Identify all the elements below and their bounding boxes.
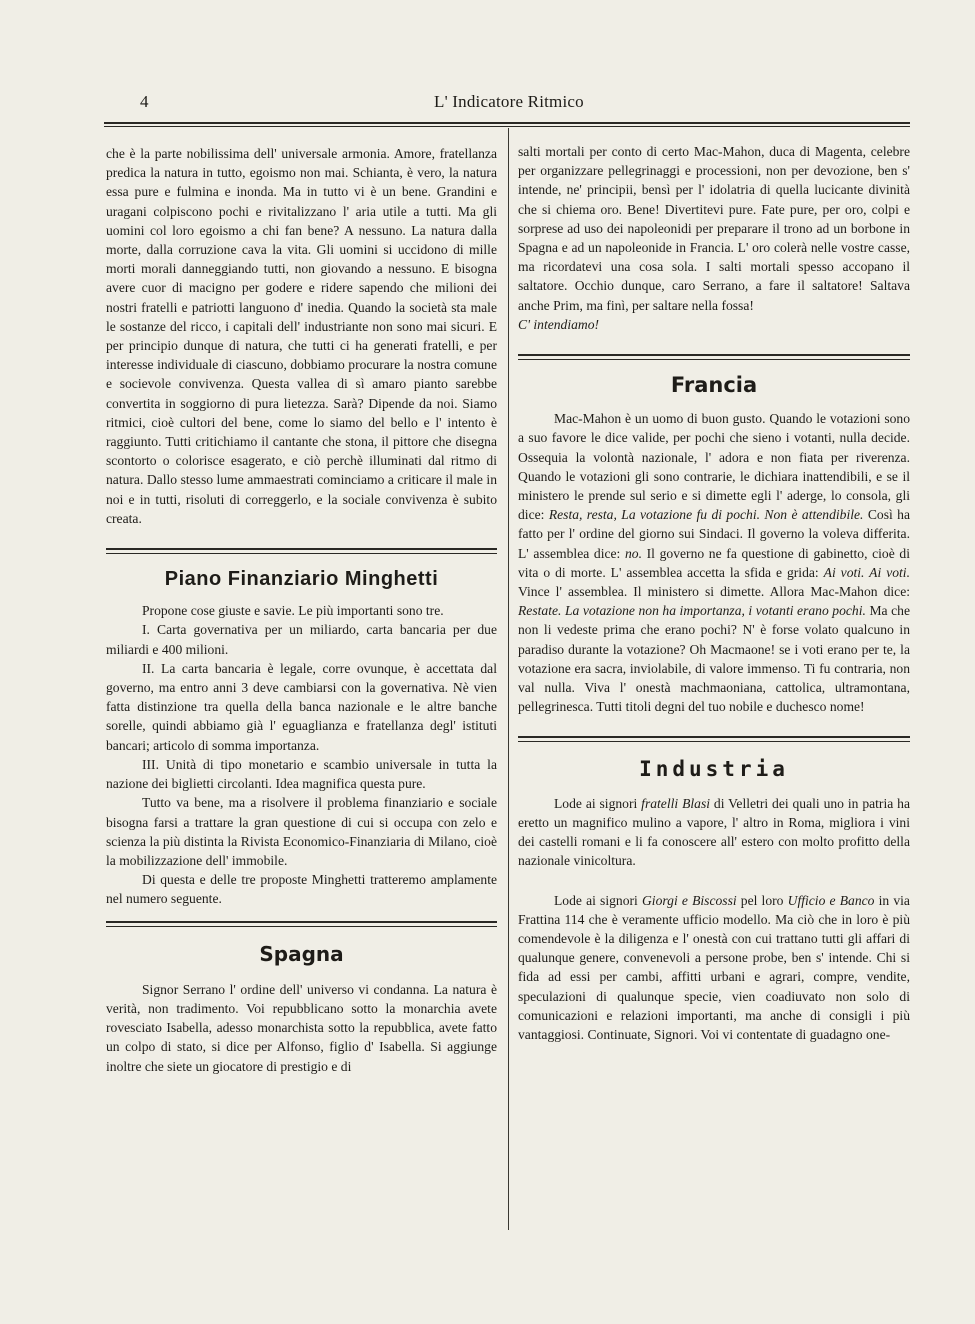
section-title-industria: Industria [639, 757, 789, 782]
article-paragraph: Di questa e delle tre proposte Minghetti tratteremo amplamente nel numero seguente. [106, 872, 497, 907]
article-paragraph: Mac-Mahon è un uomo di buon gusto. Quando le votazioni sono a suo favore le dice valide, per pochi che sieno i votanti, nulla decide. Ossequia la volontà nazionale, l' adora e non fiata per riverenza. Quando le votazioni gli sono contrarie, le dichiara inattendibili, e se il ministero le prende sul serio e si dimette egli l' aderge, lo consola, gli dice: Resta, resta, La votazione fu di pochi. Non è attendibile. Così ha fatto per l' ordine del giorno sui Sindaci. Il governo la voleva differita. L' assemblea dice: no. Il governo ne fa questione di gabinetto, cioè di vita o di morte. L' assemblea accetta la sfida e grida: Ai voti. Ai voti. Vince l' assemblea. Il ministero si dimette. Allora Mac-Mahon dice: Restate. La votazione non ha importanza, i votanti erano pochi. Ma che non li vedeste prima che erano pochi? N' è forse volato qualcuno in paradiso durante la votazione? Oh Macmaone! se i voti erano per te, la votazione era sacra, inviolabile, di valore immenso. Ti fu contraria, non val nulla. Viva l' onestà machmaoniana, cattolica, ultramontana, pellegrinesca. Tutti titoli degni del tuo nobile e duchesco nome! [518, 411, 910, 715]
article-paragraph: I. Carta governativa per un miliardo, carta bancaria per due miliardi e 400 milioni. [106, 622, 497, 657]
page-number: 4 [140, 92, 149, 111]
closing-phrase: C' intendiamo! [518, 316, 600, 332]
article-paragraph: III. Unità di tipo monetario e scambio universale in tutta la nazione dei biglietti circolanti. Idea magnifica questa pure. [106, 756, 497, 792]
article-paragraph: che è la parte nobilissima dell' universale armonia. Amore, fratellanza predica la natura in tutto, egoismo non mai. Schianta, è vero, la natura essa pure e fulmina e inonda. Ma in tutto vi è un bene. Grandini e uragani colpiscono pochi e rivitalizzano l' aria utile a tutti. Ma gli uomini col loro egoismo a chi fan bene? A nessuno. La natura dalla morte, dalla corruzione cava la vita. Gli uomini si uccidono di mille morti morali danneggiando tutti, non giovando a nessuno. E bisogna avere cuor di macigno per godere e ridere sapendo che milioni dei nostri fratelli e patriotti languono d' inedia. Quando la società sta male le sostanze del ricco, i capitali dell' industriante non sono mai sicuri. E per principio dunque di natura, che tutti ci ha generati fratelli, e per interesse individuale di ciascuno, dobbiamo procurare la nostra comune e socievole convivenza. Questa vallea di sì amaro pianto sarebbe convertita in soggiorno di pura lietezza. Sarà? Dipende da noi. Siamo ritmici, cioè cultori del bene, come lo siamo del bello e l' intento è raggiunto. Tutti critichiamo il cantante che stona, il pittore che disegna scontorto o colorisce esagerato, e ciò perchè illuminati dal ritmo di natura. Dallo stesso lume ammaestrati cominciamo a criticare il male in noi e in tutti, risoluti di correggerlo, e la sociale convivenza è subito creata. [106, 146, 497, 526]
section-title-piano: Piano Finanziario Minghetti [164, 568, 439, 591]
header-rule-thin [104, 126, 910, 127]
article-paragraph: Signor Serrano l' ordine dell' universo vi condanna. La natura è verità, non tradimento. Voi repubblicano sotto la monarchia avete rovesciato Isabella, adesso monarchista sotto la repubblica, avete fatto un colpo di stato, si dice per Alfonso, figlio d' Isabella. Si aggiunge inoltre che siete un giocatore di prestigio e di [106, 981, 497, 1074]
article-paragraph: Lode ai signori fratelli Blasi di Velletri dei quali uno in patria ha eretto un magnifico mulino a vapore, l' altro in Roma, migliora i vini dei castelli romani e li fa conoscere all' estero con molto profitto della nazionale vinicoltura. [518, 795, 910, 869]
article-paragraph: Lode ai signori Giorgi e Biscossi pel loro Ufficio e Banco in via Frattina 114 che è veramente ufficio modello. Ma ciò che in loro è più comendevole è la diligenza e l' onestà con cui trattano tutti gli affari di qualunque genere, convenevoli a persone probe, ben s' intende. Chi si fida ad essi per cambi, affitti urbani e agrari, compre, vendite, speculazioni di qualunque specie, vien coadiuvato non solo di comunicazioni e relazioni importanti, ma anche di consigli i più vantaggiosi. Continuate, Signori. Voi vi contentate di guadagno one- [518, 892, 910, 1042]
article-paragraph: Tutto va bene, ma a risolvere il problema finanziario e sociale bisogna farsi a trattare la gran questione di cui si occupa con zelo e scienza la più distinta la Rivista Economico-Finanziaria di Milano, cioè la mobilizzazione dell' immobile. [106, 795, 497, 868]
article-paragraph: salti mortali per conto di certo Mac-Mahon, duca di Magenta, celebre per organizzare pellegrinaggi e processioni, non per devozione, ben s' intende, ne' principii, bensì per l' idolatria di quella lucicante divinità che si chiema oro. Bene! Divertitevi pure. Fate pure, per oro, colpi e sorprese ad uso dei napoleonidi per preparare il trono ad un borbone in Spagna e ad un napoleonide in Francia. L' oro colerà nelle vostre casse, ma ricordatevi una cosa sola. I salti mortali spesso accopano il saltatore. Occhio dunque, caro Serrano, a fare il saltatore! Saltava anche Prim, ma finì, per saltare nella fossa! [518, 144, 910, 313]
page-header [104, 90, 910, 116]
column-divider [508, 128, 509, 1230]
header-rule [104, 122, 910, 124]
right-column [518, 142, 910, 1044]
article-paragraph: Propone cose giuste e savie. Le più importanti sono tre. [142, 603, 444, 619]
article-paragraph: II. La carta bancaria è legale, corre ovunque, è accettata dal governo, ma entro anni 3 deve cambiarsi con la governativa. Nè vien fatta distinzione tra quella della banca nazionale e le altre banche sorelle, quindi abbiamo già l' eguaglianza e fratellanza degl' istituti bancari; articolo di somma importanza. [106, 660, 497, 753]
section-title-spagna: Spagna [259, 941, 344, 966]
left-column [106, 144, 497, 1076]
section-title-francia: Francia [670, 373, 758, 398]
masthead-title: L' Indicatore Ritmico [434, 92, 584, 111]
